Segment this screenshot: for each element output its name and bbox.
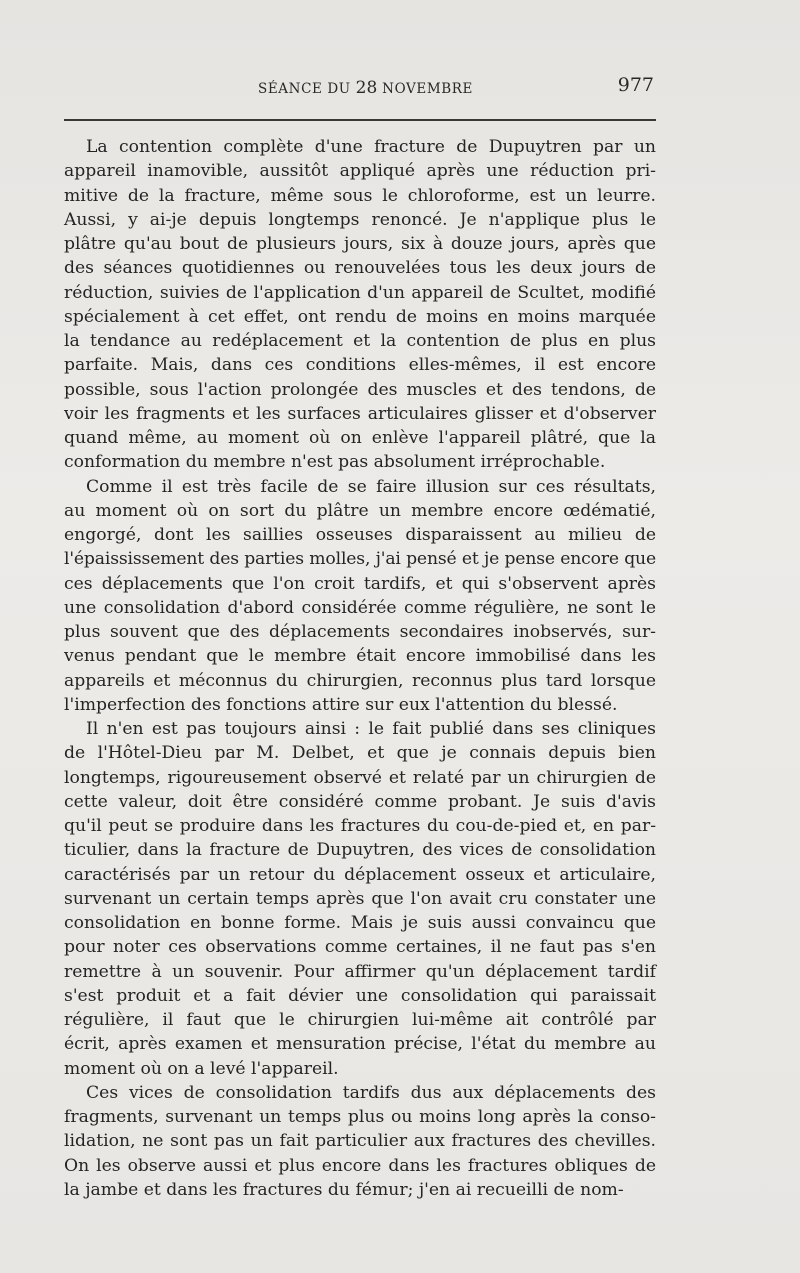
text-line: la tendance au redéplacement et la contention de plus en plus [64, 331, 656, 351]
text-line: lidation, ne sont pas un fait particulier aux fractures des chevilles. [64, 1131, 656, 1152]
text-line: consolidation en bonne forme. Mais je suis aussi convaincu que [64, 913, 656, 933]
page-number: 977 [617, 74, 654, 96]
text-line: de l'Hôtel-Dieu par M. Delbet, et que je connais depuis bien [64, 743, 656, 764]
text-line: possible, sous l'action prolongée des muscles et des tendons, de [64, 379, 656, 400]
text-line: conformation du membre n'est pas absolument irréprochable. [64, 452, 606, 473]
text-line: Aussi, y ai-je depuis longtemps renoncé. Je n'applique plus le [64, 209, 656, 230]
text-line: plâtre qu'au bout de plusieurs jours, six à douze jours, après que [64, 234, 656, 254]
text-line: fragments, survenant un temps plus ou moins long après la conso- [64, 1107, 656, 1127]
text-line: l'imperfection des fonctions attire sur eux l'attention du blessé. [64, 694, 618, 715]
text-line: remettre à un souvenir. Pour affirmer qu'un déplacement tardif [64, 961, 656, 982]
text-line: La contention complète d'une fracture de Dupuytren par un [86, 137, 656, 157]
text-line: parfaite. Mais, dans ces conditions elles-mêmes, il est encore [64, 355, 656, 376]
text-line: ticulier, dans la fracture de Dupuytren, des vices de consolidation [64, 840, 656, 861]
text-line: l'épaississement des parties molles, j'ai pensé et je pense encore que [64, 549, 656, 570]
running-title-prefix: SÉANCE DU [258, 81, 356, 97]
text-line: au moment où on sort du plâtre un membre encore œdématié, [64, 500, 656, 521]
text-line: moment où on a levé l'appareil. [64, 1058, 339, 1079]
text-line: écrit, après examen et mensuration précise, l'état du membre au [64, 1034, 656, 1055]
text-line: plus souvent que des déplacements secondaires inobservés, sur- [64, 622, 656, 642]
paragraph [64, 135, 656, 475]
text-line: ces déplacements que l'on croit tardifs, et qui s'observent après [64, 573, 656, 594]
text-line: une consolidation d'abord considérée comme régulière, ne sont le [64, 597, 656, 618]
header-rule [64, 119, 656, 121]
text-line: s'est produit et a fait dévier une consolidation qui paraissait [64, 985, 656, 1006]
text-line: Comme il est très facile de se faire illusion sur ces résultats, [86, 476, 656, 497]
text-line: pour noter ces observations comme certaines, il ne faut pas s'en [64, 937, 656, 958]
text-line: On les observe aussi et plus encore dans les fractures obliques de [64, 1155, 656, 1176]
paragraph [64, 1081, 656, 1202]
running-head [64, 74, 654, 102]
running-title-month: NOVEMBRE [377, 81, 473, 97]
text-line: appareil inamovible, aussitôt appliqué après une réduction pri- [64, 161, 656, 182]
text-line: Il n'en est pas toujours ainsi : le fait publié dans ses cliniques [86, 719, 656, 739]
text-line: venus pendant que le membre était encore immobilisé dans les [64, 646, 656, 667]
text-line: spécialement à cet effet, ont rendu de moins en moins marquée [64, 306, 656, 327]
paragraph [64, 475, 656, 718]
text-line: engorgé, dont les saillies osseuses disparaissent au milieu de [64, 525, 656, 545]
text-line: Ces vices de consolidation tardifs dus aux déplacements des [86, 1082, 656, 1103]
running-title [258, 78, 473, 98]
text-line: des séances quotidiennes ou renouvelées tous les deux jours de [64, 258, 656, 279]
text-line: régulière, il faut que le chirurgien lui-même ait contrôlé par [64, 1010, 656, 1030]
text-line: qu'il peut se produire dans les fractures du cou-de-pied et, en par- [64, 816, 656, 836]
text-line: cette valeur, doit être considéré comme probant. Je suis d'avis [64, 791, 656, 812]
text-line: survenant un certain temps après que l'on avait cru constater une [64, 888, 656, 909]
text-line: caractérisés par un retour du déplacement osseux et articulaire, [64, 864, 656, 885]
text-line: la jambe et dans les fractures du fémur; j'en ai recueilli de nom- [64, 1179, 624, 1200]
text-line: quand même, au moment où on enlève l'appareil plâtré, que la [64, 428, 656, 448]
text-line: longtemps, rigoureusement observé et relaté par un chirurgien de [64, 767, 656, 788]
text-line: réduction, suivies de l'application d'un appareil de Scultet, modifié [64, 282, 656, 303]
body-text [64, 135, 656, 1202]
text-line: voir les fragments et les surfaces articulaires glisser et d'observer [64, 403, 656, 424]
text-line: appareils et méconnus du chirurgien, reconnus plus tard lorsque [64, 670, 656, 691]
running-title-date: 28 [355, 78, 378, 98]
paragraph [64, 717, 656, 1081]
text-line: mitive de la fracture, même sous le chloroforme, est un leurre. [64, 185, 656, 206]
